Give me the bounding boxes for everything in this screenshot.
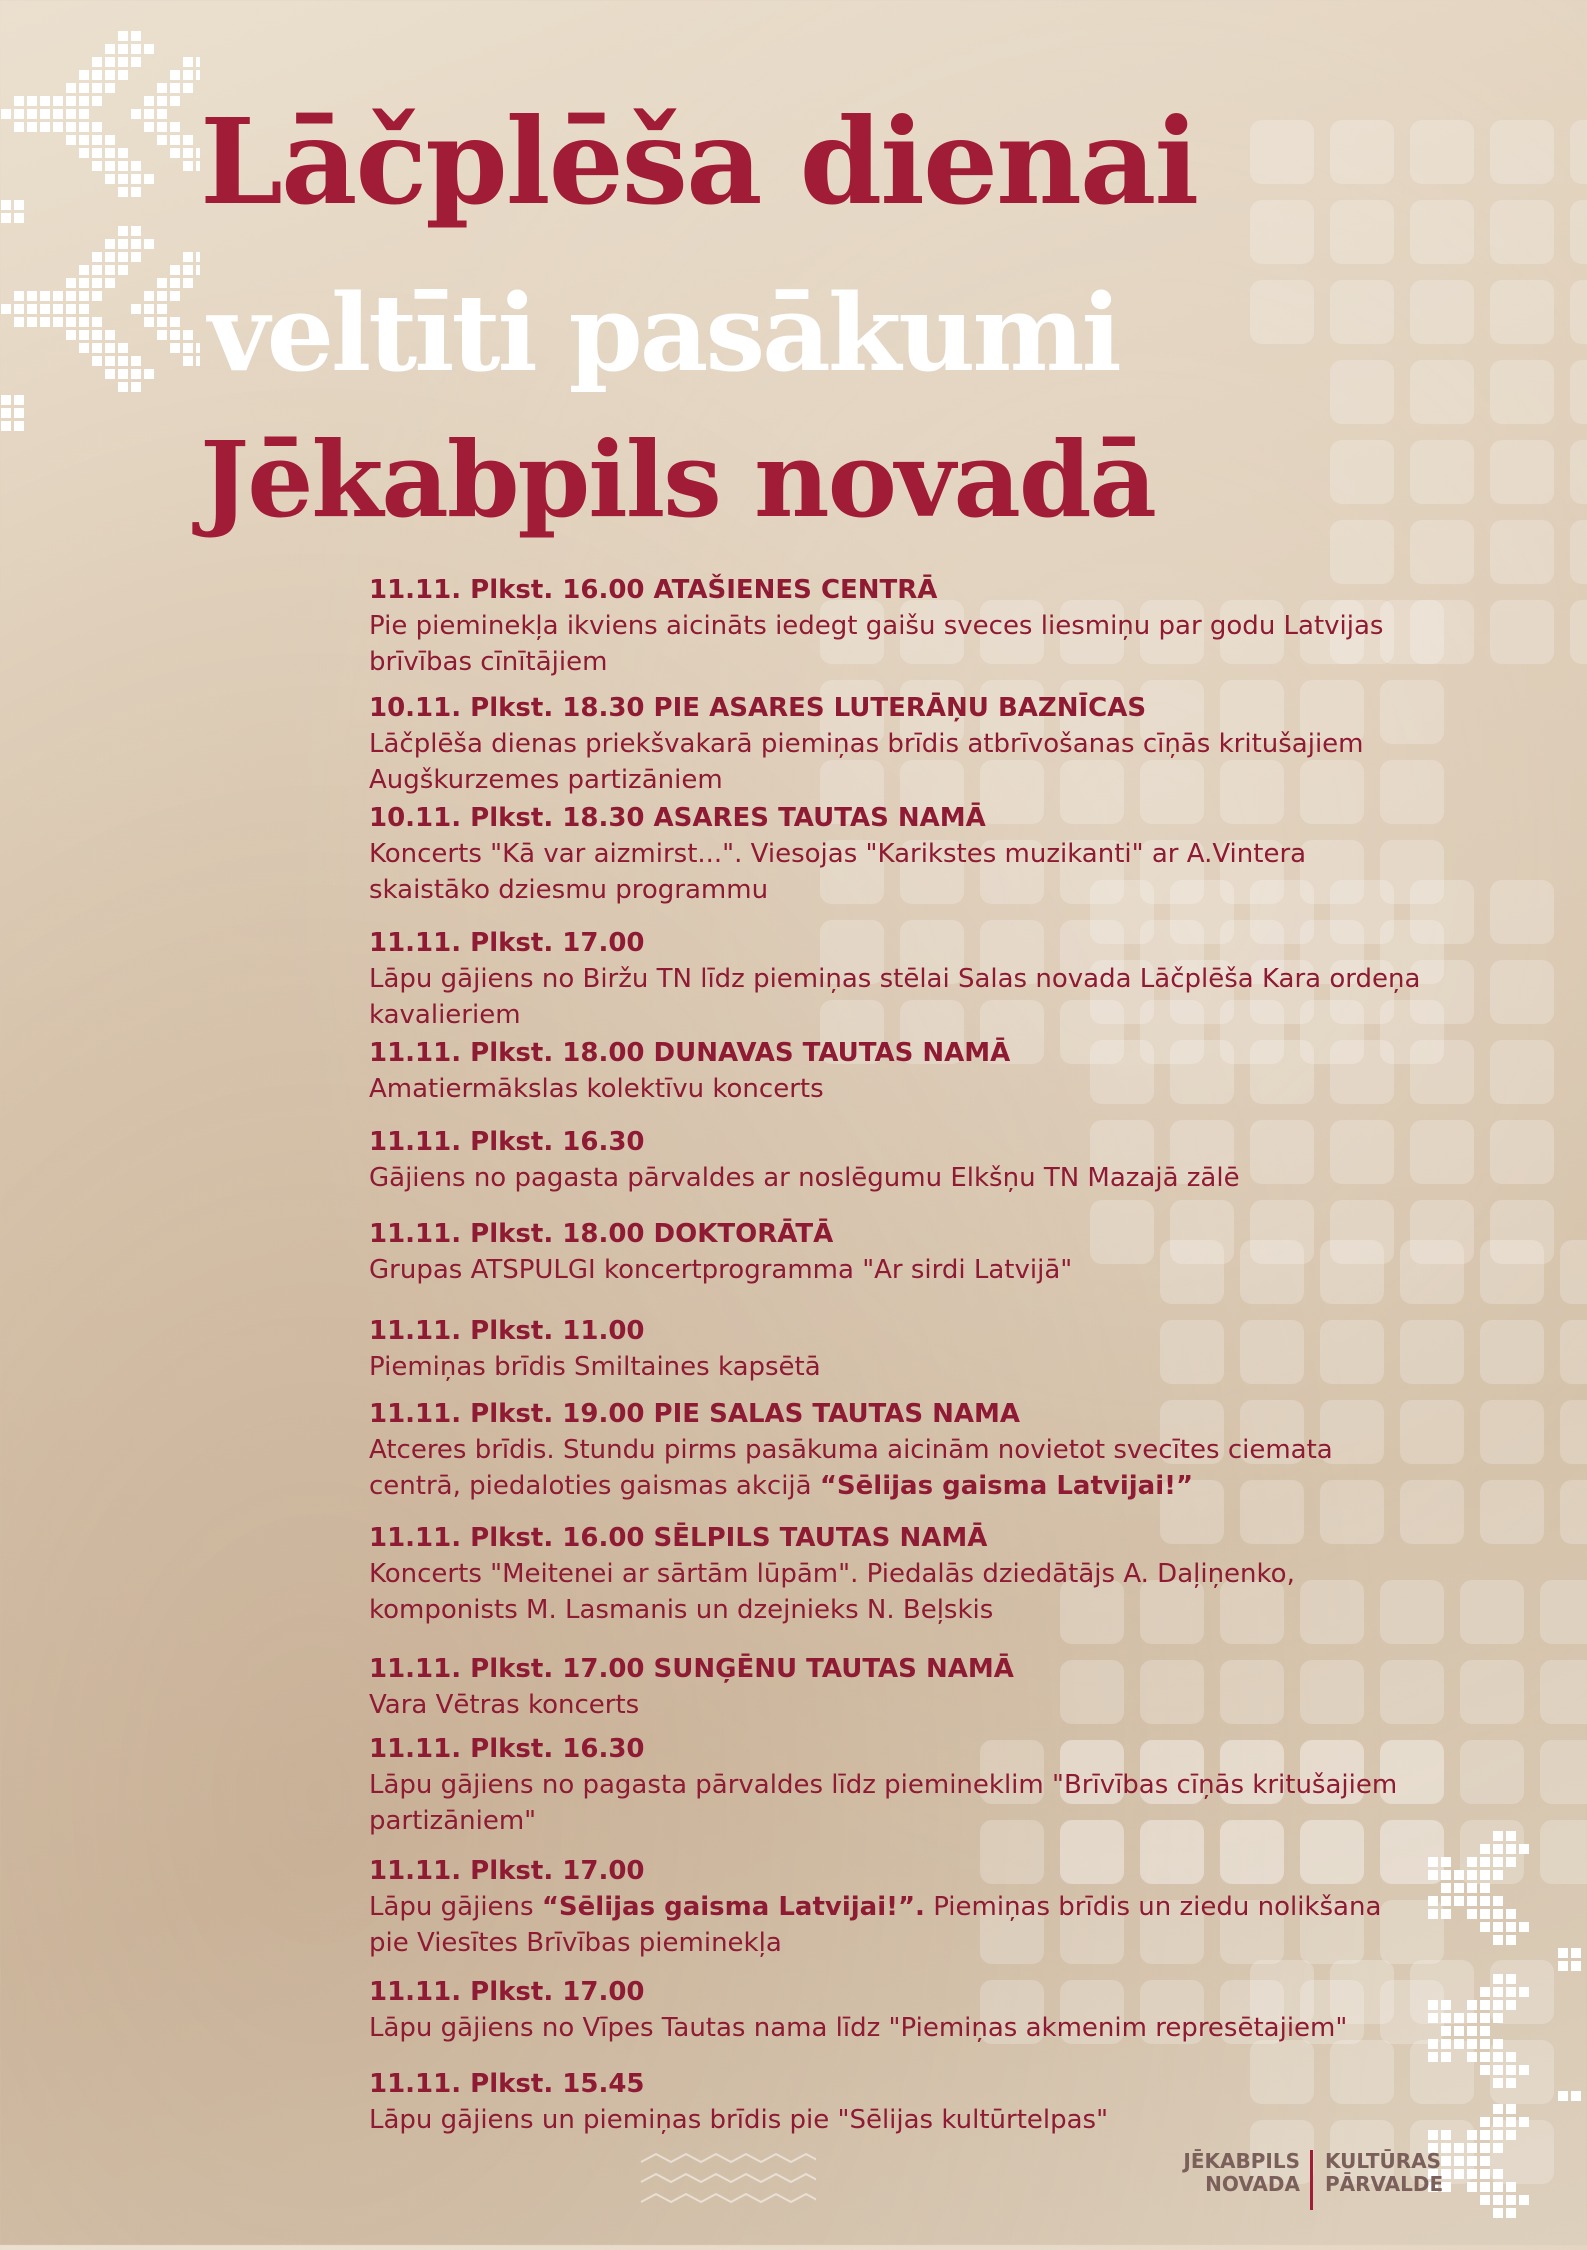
event-description: Koncerts "Meitenei ar sārtām lūpām". Piedalās dziedātājs A. Daļiņenko, komponists M. Lasmanis un dzejnieks N. Beļskis xyxy=(369,1559,1295,1625)
event-details xyxy=(369,2066,1429,2138)
logo-right-text xyxy=(1325,2150,1465,2196)
folk-ornament-top-left xyxy=(0,30,200,490)
event-description: Grupas ATSPULGI koncertprogramma "Ar sirdi Latvijā" xyxy=(369,1255,1073,1285)
title-line-3: Jēkabpils novadā xyxy=(200,418,1155,541)
event-description-text-2: Piemiņas brīdis un ziedu nolikšana pie Viesītes Brīvības pieminekļa xyxy=(369,1892,1382,1958)
logo-right-line-2: PĀRVALDE xyxy=(1325,2172,1444,2196)
event-time: 11.11. Plkst. 16.00 SĒLPILS TAUTAS NAMĀ xyxy=(369,1523,988,1553)
event-time: 11.11. Plkst. 18.00 DOKTORĀTĀ xyxy=(369,1219,834,1249)
logo-left-line-2: NOVADA xyxy=(1205,2172,1300,2196)
event-description: Vara Vētras koncerts xyxy=(369,1690,640,1720)
event-time: 11.11. Plkst. 19.00 PIE SALAS TAUTAS NAMA xyxy=(369,1399,1021,1429)
event-description: Lāpu gājiens no Vīpes Tautas nama līdz "Piemiņas akmenim represētajiem" xyxy=(369,2013,1348,2043)
event-time: 11.11. Plkst. 17.00 xyxy=(369,1856,645,1886)
event-details xyxy=(369,1974,1429,2046)
event-time: 11.11. Plkst. 15.45 xyxy=(369,2069,645,2099)
event-details xyxy=(369,1651,1429,1723)
event-details xyxy=(369,1313,1429,1385)
event-details xyxy=(369,1396,1429,1504)
event-description xyxy=(369,1889,1429,1961)
event-description: Pie pieminekļa ikviens aicināts iedegt gaišu sveces liesmiņu par godu Latvijas brīvības cīnītājiem xyxy=(369,611,1384,677)
event-description: Lāčplēša dienas priekšvakarā piemiņas brīdis atbrīvošanas cīņās kritušajiem Augškurzemes partizāniem xyxy=(369,729,1364,795)
event-description-text: Lāpu gājiens xyxy=(369,1892,542,1922)
event-details xyxy=(369,1520,1429,1628)
event-time: 10.11. Plkst. 18.30 ASARES TAUTAS NAMĀ xyxy=(369,803,986,833)
event-time: 11.11. Plkst. 11.00 xyxy=(369,1316,645,1346)
event-description: Amatiermākslas kolektīvu koncerts xyxy=(369,1074,824,1104)
event-time: 11.11. Plkst. 17.00 xyxy=(369,928,645,958)
event-details xyxy=(369,1216,1429,1288)
event-description: Lāpu gājiens no pagasta pārvaldes līdz piemineklim "Brīvības cīņās kritušajiem partizāniem" xyxy=(369,1770,1398,1836)
event-time: 11.11. Plkst. 16.30 xyxy=(369,1127,645,1157)
logo-left-text xyxy=(1160,2150,1300,2196)
event-details xyxy=(369,1124,1429,1196)
event-time: 10.11. Plkst. 18.30 PIE ASARES LUTERĀŅU BAZNĪCAS xyxy=(369,693,1147,723)
logo-left-line-1: JĒKABPILS xyxy=(1183,2149,1300,2173)
logo-right-line-1: KULTŪRAS xyxy=(1325,2149,1441,2173)
title-line-2: veltīti pasākumi xyxy=(208,270,1119,395)
event-time: 11.11. Plkst. 17.00 SUNĢĒNU TAUTAS NAMĀ xyxy=(369,1654,1014,1684)
event-details xyxy=(369,690,1429,798)
logo-divider xyxy=(1310,2150,1313,2210)
event-details xyxy=(369,925,1429,1033)
event-details xyxy=(369,1035,1429,1107)
event-time: 11.11. Plkst. 16.30 xyxy=(369,1734,645,1764)
event-details xyxy=(369,1853,1429,1961)
event-description: Gājiens no pagasta pārvaldes ar noslēgumu Elkšņu TN Mazajā zālē xyxy=(369,1163,1240,1193)
event-details xyxy=(369,572,1429,680)
event-time: 11.11. Plkst. 16.00 ATAŠIENES CENTRĀ xyxy=(369,575,938,605)
event-details xyxy=(369,1731,1429,1839)
wave-ornament xyxy=(636,2150,816,2220)
event-description: Lāpu gājiens un piemiņas brīdis pie "Sēlijas kultūrtelpas" xyxy=(369,2105,1109,2135)
event-description-bold: “Sēlijas gaisma Latvijai!”. xyxy=(541,1892,925,1922)
event-description-bold: “Sēlijas gaisma Latvijai!” xyxy=(819,1471,1194,1501)
event-time: 11.11. Plkst. 17.00 xyxy=(369,1977,645,2007)
event-description-text: Atceres brīdis. Stundu pirms pasākuma aicinām novietot svecītes ciemata centrā, piedaloties gaismas akcijā xyxy=(369,1435,1333,1501)
event-time: 11.11. Plkst. 18.00 DUNAVAS TAUTAS NAMĀ xyxy=(369,1038,1011,1068)
event-details xyxy=(369,800,1429,908)
event-description xyxy=(369,1432,1429,1504)
event-description: Lāpu gājiens no Biržu TN līdz piemiņas stēlai Salas novada Lāčplēša Kara ordeņa kavalieriem xyxy=(369,964,1421,1030)
event-description: Koncerts "Kā var aizmirst...". Viesojas "Karikstes muzikanti" ar A.Vintera skaistāko dziesmu programmu xyxy=(369,839,1307,905)
title-line-1: Lāčplēša dienai xyxy=(200,92,1198,231)
event-description: Piemiņas brīdis Smiltaines kapsētā xyxy=(369,1352,821,1382)
